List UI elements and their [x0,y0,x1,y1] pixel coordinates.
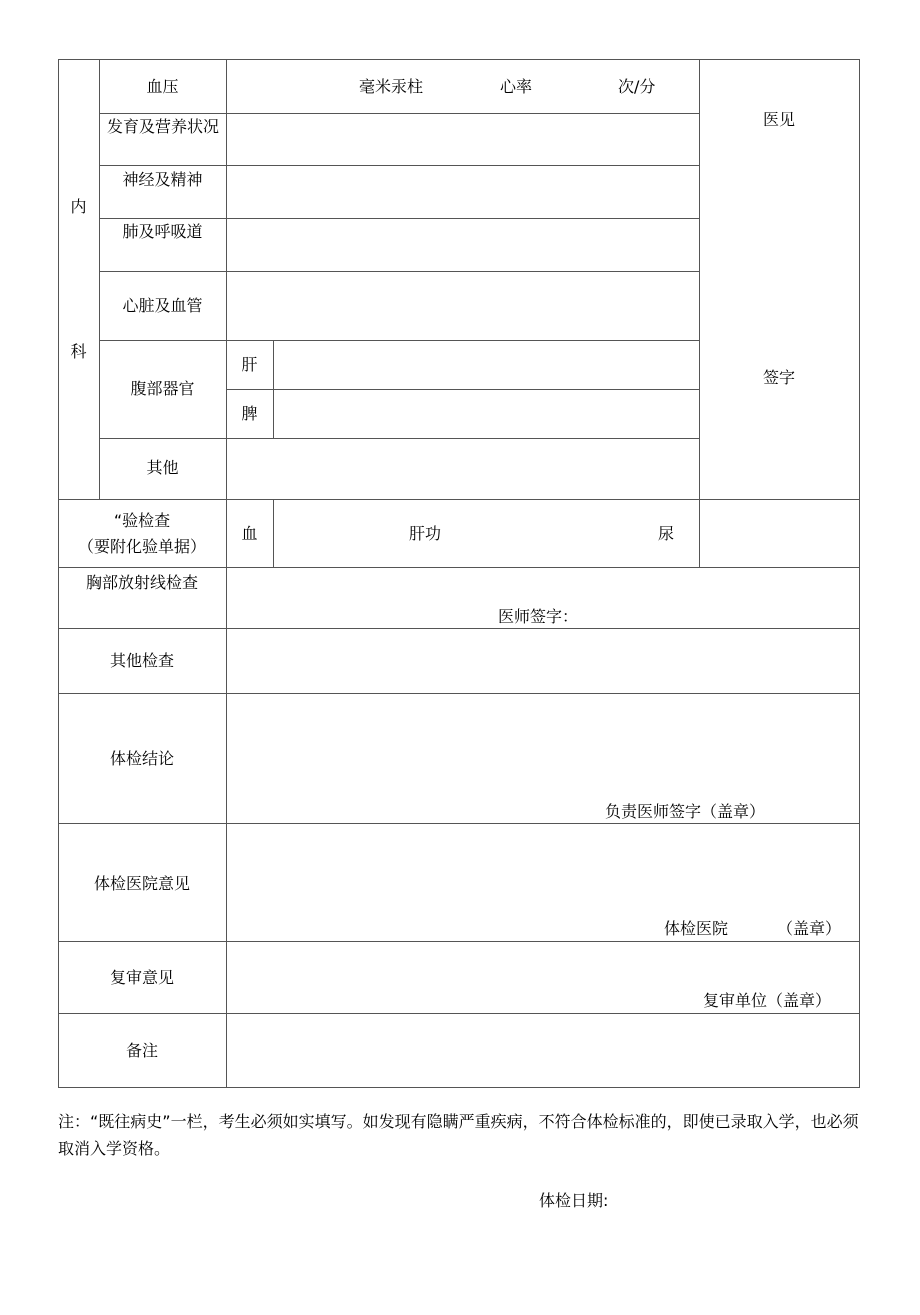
table-line [58,941,860,942]
table-line [226,389,700,390]
table-line [99,113,700,114]
abdomen-label: 腹部器官 [130,379,195,398]
table-line [699,59,700,568]
table-line [58,628,860,629]
table-line [273,499,274,568]
liver-label: 肝 [241,355,258,374]
table-line [58,823,860,824]
bp-unit-label: 毫米汞柱 [359,77,424,96]
table-line [226,567,227,1088]
lab-label-line1: “验检查 [113,511,171,530]
internal-medicine-label-2: 科 [70,342,87,361]
heart-label: 心脏及血管 [122,296,203,315]
doctor-opinion-label: 医见 [762,110,795,129]
conclusion-sign: 负责医师签字（盖章） [605,802,766,821]
spleen-label: 脾 [241,404,258,423]
chest-xray-doctor-sign: 医师签字： [498,607,579,626]
conclusion-label: 体检结论 [109,749,174,768]
neuro-label: 神经及精神 [122,170,203,189]
table-line [58,567,860,568]
table-line [58,1087,860,1088]
lung-label: 肺及呼吸道 [122,222,203,241]
hospital-name-label: 体检医院 [664,919,729,938]
table-line [99,340,700,341]
other-label: 其他 [146,458,179,477]
lab-liver-function-label: 肝功 [409,524,442,543]
footer-note: 注：“既往病史”一栏，考生必须如实填写。如发现有隐瞒严重疾病，不符合体检标准的，即使已录取入学，也必须取消入学资格。 [58,1112,859,1158]
table-line [859,59,860,1088]
table-line [99,59,100,500]
hospital-opinion-label: 体检医院意见 [93,874,190,893]
table-line [58,1013,860,1014]
internal-medicine-label-1: 内 [70,197,87,216]
remarks-label: 备注 [125,1041,158,1060]
development-label: 发育及营养状况 [106,117,219,136]
lab-blood-label: 血 [241,524,258,543]
lab-urine-label: 尿 [658,524,675,543]
table-line [58,499,860,500]
heart-rate-unit: 次/分 [618,77,656,96]
table-line [58,693,860,694]
doctor-signature-label: 签字 [762,368,795,387]
review-sign: 复审单位（盖章） [703,991,832,1010]
exam-date-label: 体检日期: [539,1191,609,1210]
table-line [99,438,700,439]
chest-xray-label: 胸部放射线检查 [85,573,198,592]
other-exam-label: 其他检查 [109,651,174,670]
table-line [273,340,274,439]
blood-pressure-label: 血压 [146,77,179,96]
table-line [58,59,860,60]
lab-label-line2: （要附化验单据） [77,537,206,556]
table-line [99,271,700,272]
table-line [99,165,700,166]
heart-rate-label: 心率 [500,77,533,96]
table-line [226,59,227,500]
table-line [99,218,700,219]
review-label: 复审意见 [109,968,174,987]
hospital-stamp-label: （盖章） [777,919,842,938]
